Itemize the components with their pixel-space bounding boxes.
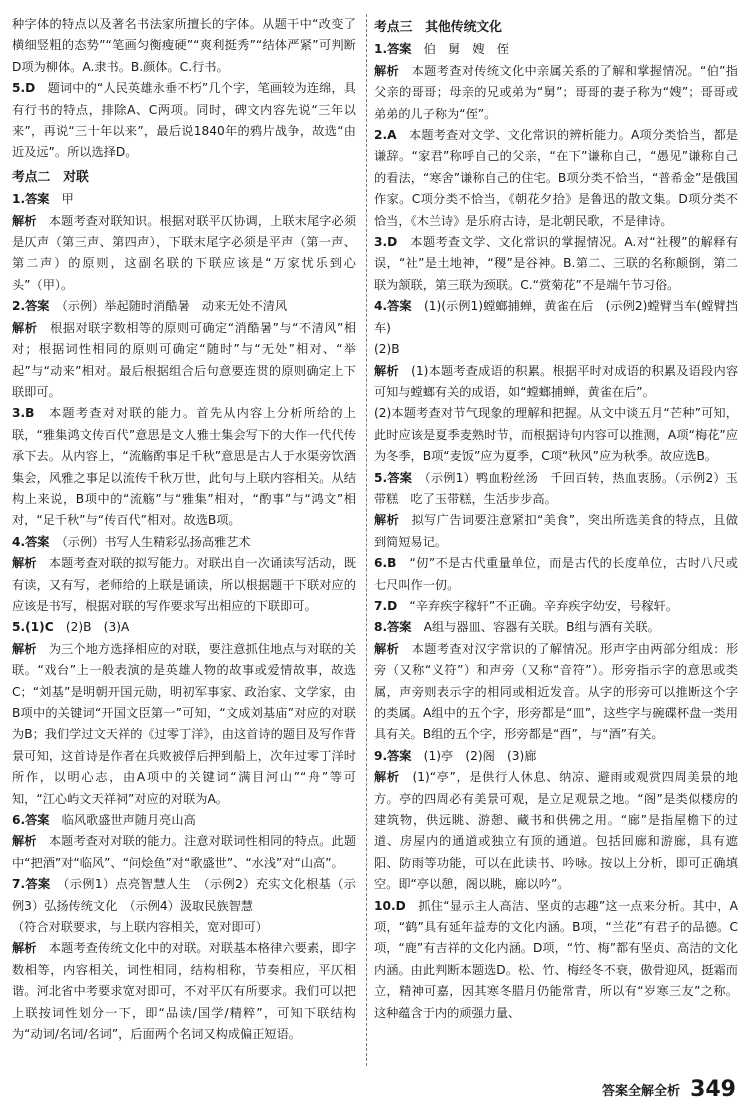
left-paragraph: 5.(1)C (2)B (3)A xyxy=(12,620,130,635)
left-paragraph: （符合对联要求，与上联内容相关，宽对即可） xyxy=(12,920,268,935)
right-paragraph: 解析 本题考查对汉字常识的了解情况。形声字由两部分组成：形旁（又称“义符”）和声旁（又称“音符”）。形旁指示字的意思或类属，声旁则表示字的相同或相近发音。从字的形旁可以推断这个字的类属。A组中的五个字，形旁都是“皿”，这些字与碗碟杯盘一类用具有关。B组的五个字，形旁都是“酉”，与“酒”有关。 xyxy=(374,641,739,742)
right-paragraph: 4.答案 (1)(示例1)螳螂捕蝉，黄雀在后 (示例2)螳臂当车(螳臂挡车) xyxy=(374,299,738,335)
right-section-heading: 考点三 其他传统文化 xyxy=(374,20,502,35)
left-paragraph: 解析 本题考查对联的拟写能力。对联出自一次诵读写活动，既有读，又有写，老师给的上联是诵读，所以根据题干下联对应的应该是书写，根据对联的写作要求写出相应的下联即可。 xyxy=(12,556,357,613)
right-paragraph: (2)本题考查对节气现象的理解和把握。从文中谈五月“芒种”可知，此时应该是夏季麦熟时节，而根据诗句内容可以推测，A项“梅花”应为冬季，B项“麦饭”应为夏季，C项“秋风”应为秋季。故应选B。 xyxy=(374,406,738,464)
right-paragraph: 9.答案 (1)亭 (2)阁 (3)廊 xyxy=(374,748,537,763)
left-paragraph: 2.答案 （示例）举起随时消酷暑 动来无处不清风 xyxy=(12,299,288,314)
left-paragraph: 1.答案 甲 xyxy=(12,192,74,207)
left-paragraph: 解析 本题考查对联知识。根据对联平仄协调，上联末尾字必须是仄声（第三声、第四声），下联末尾字必须是平声（第一声、第二声）的原则，这副名联的下联应该是“万家忧乐到心头”（甲）。 xyxy=(12,213,357,292)
left-paragraph: 解析 本题考查对对联的能力。注意对联词性相同的特点。此题中“把酒”对“临风”、“问烩鱼”对“歌盛世”、“水浅”对“山高”。 xyxy=(12,834,357,870)
left-column xyxy=(12,14,362,1046)
left-paragraph: 解析 根据对联字数相等的原则可确定“消酷暑”与“不清风”相对；根据词性相同的原则可确定“随时”与“无处”相对、“举起”与“动来”相对。最后根据组合后句意要连贯的原则确定上下联即可。 xyxy=(12,320,357,399)
left-paragraph: 3.B 本题考查对对联的能力。首先从内容上分析所给的上联，“雅集鸿文传百代”意思是文人雅士集会写下的大作一代代传承下去。从内容上，“流觞酌事足千秋”意思是古人于水渠旁饮酒集会，风雅之事足以流传千秋万世，此句与上联内容相关。从结构上来说，B项中的“流觞”与“雅集”相对，“酌事”与“鸿文”相对，“足千秋”与“传百代”相对。故选B项。 xyxy=(12,406,356,528)
right-paragraph: 5.答案 （示例1）鸭血粉丝汤 千回百转，热血衷肠。（示例2）玉带糕 吃了玉带糕，生活步步高。 xyxy=(374,470,738,506)
right-paragraph: 6.B “仞”不是古代重量单位，而是古代的长度单位，古时八尺或七尺叫作一仞。 xyxy=(374,556,738,592)
right-paragraph: 解析 拟写广告词要注意紧扣“美食”，突出所选美食的特点，且做到简短易记。 xyxy=(374,513,738,549)
left-paragraph: 4.答案 （示例）书写人生精彩弘扬高雅艺术 xyxy=(12,534,251,549)
footer-label: 答案全解全析 xyxy=(602,1084,681,1099)
column-divider xyxy=(366,14,367,1066)
left-paragraph: 种字体的特点以及著名书法家所擅长的字体。从题干中“改变了横细竖粗的态势”“笔画匀衡瘦硬”“爽利挺秀”“结体严紧”可判断D项为柳体。A.隶书。B.颜体。C.行书。 xyxy=(12,17,356,74)
right-paragraph: 解析 (1)本题考查成语的积累。根据平时对成语的积累及语段内容可知与螳螂有关的成语，如“螳螂捕蝉，黄雀在后”。 xyxy=(374,363,739,399)
left-paragraph: 解析 为三个地方选择相应的对联，要注意抓住地点与对联的关联。“戏台”上一般表演的是英雄人物的故事或爱情故事，故选C；“刘基”是明朝开国元勋，明初军事家、政治家、文学家，由B项中的关键词“开国文臣第一”可知，“文成刘基庙”对应的对联为B；我们学过文天祥的《过零丁洋》，由这首诗的题目及写作背景可知，这首诗是作者在兵败被俘后押到船上，次年过零丁洋时所作，以明心志，由A项中的关键词“满目河山”“舟”等可知，“江心屿文天祥祠”对应的对联为A。 xyxy=(12,641,357,806)
right-paragraph: (2)B xyxy=(374,342,400,357)
left-section-heading: 考点二 对联 xyxy=(12,169,89,185)
right-paragraph: 7.D “辛弃疾字稼轩”不正确。辛弃疾字幼安，号稼轩。 xyxy=(374,598,678,613)
right-paragraph: 3.D 本题考查文学、文化常识的掌握情况。A.对“社稷”的解释有误，“社”是土地神，“稷”是谷神。B.第二、三联的名称颠倒，第二联为颔联，第三联为颈联。C.“赏菊花”不是端午节习俗。 xyxy=(374,235,738,292)
right-paragraph: 8.答案 A组与器皿、容器有关联。B组与酒有关联。 xyxy=(374,620,660,635)
right-paragraph: 解析 (1)“亭”，是供行人休息、纳凉、避雨或观赏四周美景的地方。亭的四周必有美景可观，是立足观景之地。“阁”是类似楼房的建筑物，供远眺、游憩、藏书和供佛之用。“廊”是指屋檐下的过道、房屋内的通道或独立有顶的通道。包括回廊和游廊，具有遮阳、防雨等功能，可以在此读书、吟咏。按以上分析，即可正确填空。即“亭以憩，阁以眺，廊以吟”。 xyxy=(374,770,738,892)
right-paragraph: 解析 本题考查对传统文化中亲属关系的了解和掌握情况。“伯”指父亲的哥哥；母亲的兄或弟为“舅”；哥哥的妻子称为“嫂”；哥哥或弟弟的儿子称为“侄”。 xyxy=(374,63,738,121)
left-paragraph: 解析 本题考查传统文化中的对联。对联基本格律六要素，即字数相等，内容相关，词性相同，结构相称，节奏相应，平仄相谐。河北省中考要求宽对即可，不对平仄有所要求。我们可以把上联按词性划分一下，即“品读/国学/精粹”，可知下联结构为“动词/名词/名词”，后面两个名词又构成偏正短语。 xyxy=(12,941,357,1042)
page-footer xyxy=(602,1068,736,1102)
right-paragraph: 1.答案 伯 舅 嫂 侄 xyxy=(374,42,509,57)
page-number: 349 xyxy=(690,1077,736,1102)
left-paragraph: 5.D 题词中的“人民英雄永垂不朽”几个字，笔画较为连绵，具有行书的特点，排除A、C两项。同时，碑文内容先说“三年以来”，再说“三十年以来”，最后说1840年的鸦片战争，故选“由近及远”。所以选择D。 xyxy=(12,81,356,160)
right-paragraph: 2.A 本题考查对文学、文化常识的辨析能力。A项分类恰当，都是谦辞。“家君”称呼自己的父亲，“在下”谦称自己，“愚见”谦称自己的看法，“寒舍”谦称自己的住宅。B项分类不恰当，“普希金”是俄国作家。C项分类不恰当，《朝花夕拾》是鲁迅的散文集。D项分类不恰当，《木兰诗》是乐府古诗，是北朝民歌，不是律诗。 xyxy=(374,128,738,228)
left-paragraph: 6.答案 临风歌盛世声随月亮山高 xyxy=(12,813,196,828)
right-column xyxy=(374,14,738,1024)
left-paragraph: 7.答案 （示例1）点亮智慧人生 （示例2）充实文化根基（示例3）弘扬传统文化 （示例4）汲取民族智慧 xyxy=(12,877,356,913)
right-paragraph: 10.D 抓住“显示主人高洁、坚贞的志趣”这一点来分析。其中，A项，“鹤”具有延年益寿的文化内涵。B项，“兰花”有君子的品德。C项，“鹿”有吉祥的文化内涵。D项，“竹、梅”都有坚贞、高洁的文化内涵。由此判断本题选D。松、竹、梅经冬不衰，傲骨迎风，挺霜而立，精神可嘉，因其寒冬腊月仍能常青，所以有“岁寒三友”之称。这种蕴含于内的顽强力量、 xyxy=(374,898,738,1020)
